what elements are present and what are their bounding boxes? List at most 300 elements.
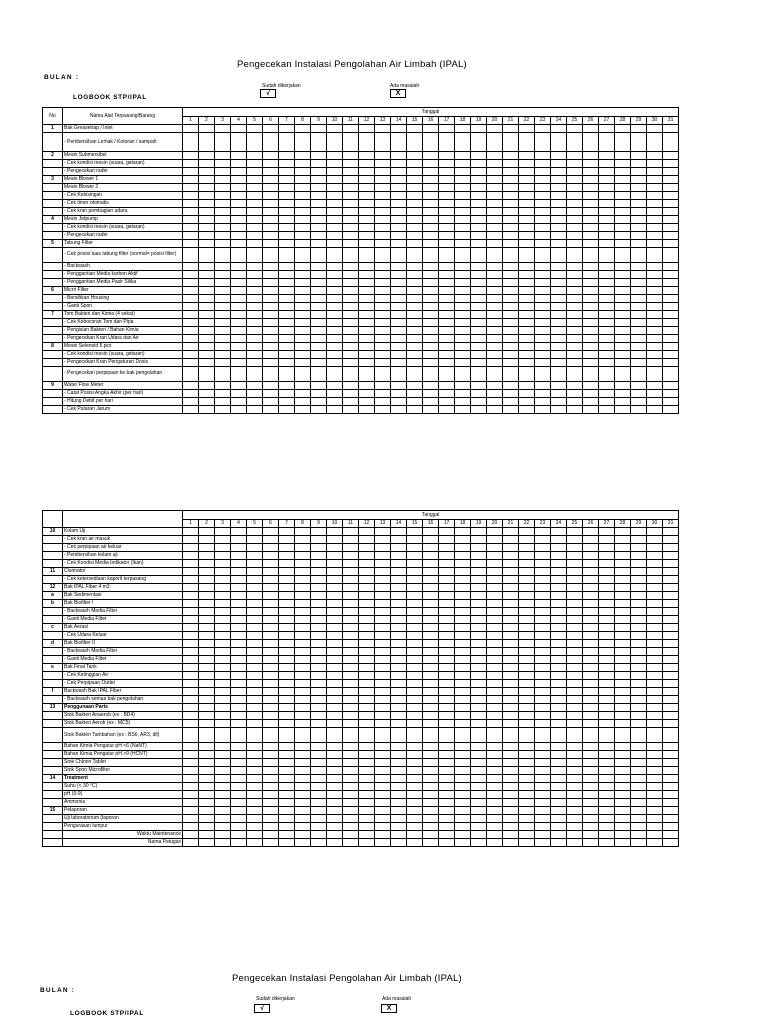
day-cell-17[interactable] <box>439 560 455 568</box>
day-cell-18[interactable] <box>455 648 471 656</box>
day-cell-10[interactable] <box>327 367 343 382</box>
day-cell-19[interactable] <box>471 184 487 192</box>
day-cell-23[interactable] <box>535 807 551 815</box>
day-cell-16[interactable] <box>423 791 439 799</box>
day-cell-1[interactable] <box>183 327 199 335</box>
day-cell-21[interactable] <box>503 624 519 632</box>
day-cell-27[interactable] <box>599 359 615 367</box>
day-cell-27[interactable] <box>599 640 615 648</box>
day-cell-17[interactable] <box>439 343 455 351</box>
day-cell-4[interactable] <box>231 831 247 839</box>
day-cell-12[interactable] <box>359 783 375 791</box>
day-cell-19[interactable] <box>471 240 487 248</box>
day-cell-17[interactable] <box>439 351 455 359</box>
day-cell-30[interactable] <box>647 648 663 656</box>
day-cell-31[interactable] <box>663 351 679 359</box>
day-cell-18[interactable] <box>455 125 471 133</box>
day-cell-20[interactable] <box>487 125 503 133</box>
day-cell-4[interactable] <box>231 287 247 295</box>
day-cell-21[interactable] <box>503 351 519 359</box>
day-cell-26[interactable] <box>583 584 599 592</box>
day-cell-15[interactable] <box>407 152 423 160</box>
day-cell-3[interactable] <box>215 608 231 616</box>
day-cell-7[interactable] <box>279 783 295 791</box>
day-cell-6[interactable] <box>263 839 279 847</box>
day-cell-30[interactable] <box>647 160 663 168</box>
day-cell-25[interactable] <box>567 831 583 839</box>
day-cell-10[interactable] <box>327 831 343 839</box>
day-cell-19[interactable] <box>471 688 487 696</box>
day-cell-18[interactable] <box>455 688 471 696</box>
day-cell-9[interactable] <box>311 263 327 271</box>
day-cell-23[interactable] <box>535 632 551 640</box>
day-cell-5[interactable] <box>247 232 263 240</box>
day-cell-24[interactable] <box>551 552 567 560</box>
day-cell-24[interactable] <box>551 648 567 656</box>
day-cell-22[interactable] <box>519 759 535 767</box>
day-cell-22[interactable] <box>519 775 535 783</box>
day-cell-17[interactable] <box>439 263 455 271</box>
day-cell-13[interactable] <box>375 390 391 398</box>
day-cell-12[interactable] <box>359 624 375 632</box>
day-cell-21[interactable] <box>503 783 519 791</box>
day-cell-16[interactable] <box>423 704 439 712</box>
day-cell-19[interactable] <box>471 248 487 263</box>
day-cell-26[interactable] <box>583 303 599 311</box>
day-cell-19[interactable] <box>471 359 487 367</box>
day-cell-31[interactable] <box>663 398 679 406</box>
day-cell-19[interactable] <box>471 568 487 576</box>
day-cell-7[interactable] <box>279 335 295 343</box>
day-cell-6[interactable] <box>263 728 279 743</box>
day-cell-21[interactable] <box>503 552 519 560</box>
day-cell-17[interactable] <box>439 295 455 303</box>
day-cell-9[interactable] <box>311 152 327 160</box>
day-cell-31[interactable] <box>663 712 679 720</box>
day-cell-10[interactable] <box>327 799 343 807</box>
day-cell-30[interactable] <box>647 592 663 600</box>
day-cell-10[interactable] <box>327 536 343 544</box>
day-cell-13[interactable] <box>375 783 391 791</box>
day-cell-2[interactable] <box>199 831 215 839</box>
day-cell-25[interactable] <box>567 783 583 791</box>
day-cell-11[interactable] <box>343 688 359 696</box>
day-cell-3[interactable] <box>215 536 231 544</box>
day-cell-18[interactable] <box>455 704 471 712</box>
day-cell-24[interactable] <box>551 751 567 759</box>
day-cell-8[interactable] <box>295 608 311 616</box>
day-cell-2[interactable] <box>199 664 215 672</box>
day-cell-22[interactable] <box>519 720 535 728</box>
day-cell-3[interactable] <box>215 319 231 327</box>
day-cell-31[interactable] <box>663 176 679 184</box>
day-cell-21[interactable] <box>503 303 519 311</box>
day-cell-11[interactable] <box>343 640 359 648</box>
day-cell-4[interactable] <box>231 335 247 343</box>
day-cell-13[interactable] <box>375 125 391 133</box>
day-cell-16[interactable] <box>423 568 439 576</box>
day-cell-1[interactable] <box>183 664 199 672</box>
day-cell-15[interactable] <box>407 311 423 319</box>
day-cell-7[interactable] <box>279 552 295 560</box>
day-cell-4[interactable] <box>231 125 247 133</box>
day-cell-22[interactable] <box>519 319 535 327</box>
day-cell-21[interactable] <box>503 176 519 184</box>
day-cell-16[interactable] <box>423 759 439 767</box>
day-cell-12[interactable] <box>359 632 375 640</box>
day-cell-23[interactable] <box>535 831 551 839</box>
day-cell-13[interactable] <box>375 327 391 335</box>
day-cell-29[interactable] <box>631 351 647 359</box>
day-cell-9[interactable] <box>311 343 327 351</box>
day-cell-16[interactable] <box>423 783 439 791</box>
day-cell-22[interactable] <box>519 608 535 616</box>
day-cell-8[interactable] <box>295 704 311 712</box>
day-cell-25[interactable] <box>567 359 583 367</box>
day-cell-15[interactable] <box>407 560 423 568</box>
day-cell-5[interactable] <box>247 600 263 608</box>
day-cell-28[interactable] <box>615 823 631 831</box>
day-cell-2[interactable] <box>199 656 215 664</box>
day-cell-6[interactable] <box>263 367 279 382</box>
day-cell-29[interactable] <box>631 831 647 839</box>
day-cell-24[interactable] <box>551 775 567 783</box>
day-cell-24[interactable] <box>551 133 567 152</box>
day-cell-20[interactable] <box>487 560 503 568</box>
day-cell-31[interactable] <box>663 584 679 592</box>
day-cell-26[interactable] <box>583 168 599 176</box>
day-cell-9[interactable] <box>311 319 327 327</box>
day-cell-15[interactable] <box>407 303 423 311</box>
day-cell-2[interactable] <box>199 528 215 536</box>
day-cell-27[interactable] <box>599 184 615 192</box>
day-cell-16[interactable] <box>423 552 439 560</box>
day-cell-25[interactable] <box>567 248 583 263</box>
day-cell-8[interactable] <box>295 216 311 224</box>
day-cell-31[interactable] <box>663 664 679 672</box>
day-cell-2[interactable] <box>199 152 215 160</box>
day-cell-13[interactable] <box>375 712 391 720</box>
day-cell-11[interactable] <box>343 382 359 390</box>
day-cell-17[interactable] <box>439 125 455 133</box>
day-cell-4[interactable] <box>231 799 247 807</box>
day-cell-11[interactable] <box>343 704 359 712</box>
day-cell-5[interactable] <box>247 295 263 303</box>
day-cell-21[interactable] <box>503 576 519 584</box>
day-cell-15[interactable] <box>407 271 423 279</box>
day-cell-8[interactable] <box>295 335 311 343</box>
day-cell-31[interactable] <box>663 160 679 168</box>
day-cell-20[interactable] <box>487 359 503 367</box>
day-cell-30[interactable] <box>647 319 663 327</box>
day-cell-27[interactable] <box>599 335 615 343</box>
day-cell-27[interactable] <box>599 263 615 271</box>
day-cell-10[interactable] <box>327 791 343 799</box>
day-cell-20[interactable] <box>487 287 503 295</box>
day-cell-26[interactable] <box>583 224 599 232</box>
day-cell-2[interactable] <box>199 359 215 367</box>
day-cell-5[interactable] <box>247 648 263 656</box>
day-cell-14[interactable] <box>391 759 407 767</box>
day-cell-18[interactable] <box>455 160 471 168</box>
day-cell-12[interactable] <box>359 831 375 839</box>
day-cell-20[interactable] <box>487 319 503 327</box>
day-cell-2[interactable] <box>199 791 215 799</box>
day-cell-11[interactable] <box>343 552 359 560</box>
day-cell-1[interactable] <box>183 536 199 544</box>
day-cell-26[interactable] <box>583 295 599 303</box>
day-cell-22[interactable] <box>519 224 535 232</box>
day-cell-11[interactable] <box>343 664 359 672</box>
day-cell-1[interactable] <box>183 584 199 592</box>
day-cell-16[interactable] <box>423 799 439 807</box>
day-cell-19[interactable] <box>471 791 487 799</box>
day-cell-31[interactable] <box>663 624 679 632</box>
day-cell-19[interactable] <box>471 584 487 592</box>
day-cell-8[interactable] <box>295 398 311 406</box>
day-cell-23[interactable] <box>535 200 551 208</box>
day-cell-23[interactable] <box>535 544 551 552</box>
day-cell-18[interactable] <box>455 728 471 743</box>
day-cell-9[interactable] <box>311 398 327 406</box>
day-cell-6[interactable] <box>263 160 279 168</box>
day-cell-10[interactable] <box>327 648 343 656</box>
day-cell-21[interactable] <box>503 544 519 552</box>
day-cell-11[interactable] <box>343 584 359 592</box>
day-cell-29[interactable] <box>631 552 647 560</box>
day-cell-27[interactable] <box>599 544 615 552</box>
day-cell-16[interactable] <box>423 664 439 672</box>
day-cell-19[interactable] <box>471 232 487 240</box>
day-cell-24[interactable] <box>551 664 567 672</box>
day-cell-16[interactable] <box>423 751 439 759</box>
day-cell-2[interactable] <box>199 815 215 823</box>
day-cell-19[interactable] <box>471 208 487 216</box>
day-cell-17[interactable] <box>439 382 455 390</box>
day-cell-19[interactable] <box>471 295 487 303</box>
day-cell-18[interactable] <box>455 390 471 398</box>
day-cell-21[interactable] <box>503 248 519 263</box>
day-cell-7[interactable] <box>279 576 295 584</box>
day-cell-27[interactable] <box>599 552 615 560</box>
day-cell-27[interactable] <box>599 672 615 680</box>
day-cell-10[interactable] <box>327 184 343 192</box>
day-cell-12[interactable] <box>359 240 375 248</box>
day-cell-15[interactable] <box>407 319 423 327</box>
day-cell-23[interactable] <box>535 839 551 847</box>
day-cell-3[interactable] <box>215 640 231 648</box>
day-cell-21[interactable] <box>503 359 519 367</box>
day-cell-6[interactable] <box>263 704 279 712</box>
day-cell-9[interactable] <box>311 767 327 775</box>
day-cell-19[interactable] <box>471 608 487 616</box>
day-cell-29[interactable] <box>631 319 647 327</box>
day-cell-3[interactable] <box>215 712 231 720</box>
day-cell-27[interactable] <box>599 584 615 592</box>
day-cell-20[interactable] <box>487 600 503 608</box>
day-cell-31[interactable] <box>663 263 679 271</box>
day-cell-19[interactable] <box>471 767 487 775</box>
day-cell-29[interactable] <box>631 712 647 720</box>
day-cell-1[interactable] <box>183 160 199 168</box>
day-cell-20[interactable] <box>487 184 503 192</box>
day-cell-14[interactable] <box>391 616 407 624</box>
day-cell-30[interactable] <box>647 799 663 807</box>
day-cell-14[interactable] <box>391 398 407 406</box>
day-cell-5[interactable] <box>247 200 263 208</box>
day-cell-29[interactable] <box>631 176 647 184</box>
day-cell-20[interactable] <box>487 728 503 743</box>
day-cell-18[interactable] <box>455 152 471 160</box>
day-cell-3[interactable] <box>215 133 231 152</box>
day-cell-3[interactable] <box>215 271 231 279</box>
day-cell-15[interactable] <box>407 751 423 759</box>
day-cell-3[interactable] <box>215 390 231 398</box>
day-cell-27[interactable] <box>599 208 615 216</box>
day-cell-16[interactable] <box>423 224 439 232</box>
day-cell-16[interactable] <box>423 287 439 295</box>
day-cell-25[interactable] <box>567 398 583 406</box>
day-cell-19[interactable] <box>471 382 487 390</box>
day-cell-26[interactable] <box>583 125 599 133</box>
day-cell-8[interactable] <box>295 232 311 240</box>
day-cell-20[interactable] <box>487 664 503 672</box>
day-cell-1[interactable] <box>183 640 199 648</box>
day-cell-22[interactable] <box>519 640 535 648</box>
day-cell-9[interactable] <box>311 807 327 815</box>
day-cell-9[interactable] <box>311 382 327 390</box>
day-cell-8[interactable] <box>295 133 311 152</box>
day-cell-19[interactable] <box>471 390 487 398</box>
day-cell-28[interactable] <box>615 680 631 688</box>
day-cell-8[interactable] <box>295 271 311 279</box>
day-cell-21[interactable] <box>503 831 519 839</box>
day-cell-17[interactable] <box>439 359 455 367</box>
day-cell-30[interactable] <box>647 743 663 751</box>
day-cell-17[interactable] <box>439 240 455 248</box>
day-cell-13[interactable] <box>375 133 391 152</box>
day-cell-21[interactable] <box>503 367 519 382</box>
day-cell-4[interactable] <box>231 680 247 688</box>
day-cell-7[interactable] <box>279 696 295 704</box>
day-cell-22[interactable] <box>519 335 535 343</box>
day-cell-21[interactable] <box>503 807 519 815</box>
day-cell-26[interactable] <box>583 672 599 680</box>
day-cell-11[interactable] <box>343 751 359 759</box>
day-cell-3[interactable] <box>215 125 231 133</box>
day-cell-3[interactable] <box>215 568 231 576</box>
day-cell-23[interactable] <box>535 192 551 200</box>
day-cell-16[interactable] <box>423 335 439 343</box>
day-cell-30[interactable] <box>647 263 663 271</box>
day-cell-22[interactable] <box>519 696 535 704</box>
day-cell-5[interactable] <box>247 672 263 680</box>
day-cell-27[interactable] <box>599 664 615 672</box>
day-cell-17[interactable] <box>439 720 455 728</box>
day-cell-3[interactable] <box>215 632 231 640</box>
day-cell-20[interactable] <box>487 335 503 343</box>
day-cell-24[interactable] <box>551 232 567 240</box>
day-cell-4[interactable] <box>231 168 247 176</box>
day-cell-12[interactable] <box>359 303 375 311</box>
day-cell-16[interactable] <box>423 200 439 208</box>
day-cell-4[interactable] <box>231 608 247 616</box>
day-cell-20[interactable] <box>487 208 503 216</box>
day-cell-13[interactable] <box>375 287 391 295</box>
day-cell-18[interactable] <box>455 240 471 248</box>
day-cell-5[interactable] <box>247 168 263 176</box>
day-cell-22[interactable] <box>519 672 535 680</box>
day-cell-25[interactable] <box>567 823 583 831</box>
day-cell-24[interactable] <box>551 295 567 303</box>
day-cell-29[interactable] <box>631 759 647 767</box>
day-cell-25[interactable] <box>567 263 583 271</box>
day-cell-16[interactable] <box>423 656 439 664</box>
day-cell-27[interactable] <box>599 303 615 311</box>
day-cell-16[interactable] <box>423 728 439 743</box>
day-cell-8[interactable] <box>295 648 311 656</box>
day-cell-13[interactable] <box>375 775 391 783</box>
day-cell-10[interactable] <box>327 608 343 616</box>
day-cell-13[interactable] <box>375 791 391 799</box>
day-cell-29[interactable] <box>631 624 647 632</box>
day-cell-28[interactable] <box>615 632 631 640</box>
day-cell-21[interactable] <box>503 656 519 664</box>
day-cell-30[interactable] <box>647 295 663 303</box>
day-cell-13[interactable] <box>375 184 391 192</box>
day-cell-18[interactable] <box>455 568 471 576</box>
day-cell-30[interactable] <box>647 767 663 775</box>
day-cell-10[interactable] <box>327 406 343 414</box>
day-cell-4[interactable] <box>231 823 247 831</box>
day-cell-19[interactable] <box>471 576 487 584</box>
day-cell-12[interactable] <box>359 712 375 720</box>
day-cell-23[interactable] <box>535 767 551 775</box>
day-cell-12[interactable] <box>359 528 375 536</box>
day-cell-23[interactable] <box>535 263 551 271</box>
day-cell-20[interactable] <box>487 133 503 152</box>
day-cell-31[interactable] <box>663 799 679 807</box>
day-cell-28[interactable] <box>615 672 631 680</box>
day-cell-20[interactable] <box>487 216 503 224</box>
day-cell-25[interactable] <box>567 656 583 664</box>
day-cell-13[interactable] <box>375 248 391 263</box>
day-cell-27[interactable] <box>599 287 615 295</box>
day-cell-29[interactable] <box>631 600 647 608</box>
day-cell-1[interactable] <box>183 688 199 696</box>
day-cell-1[interactable] <box>183 303 199 311</box>
day-cell-20[interactable] <box>487 303 503 311</box>
day-cell-15[interactable] <box>407 807 423 815</box>
day-cell-10[interactable] <box>327 295 343 303</box>
day-cell-23[interactable] <box>535 576 551 584</box>
day-cell-29[interactable] <box>631 656 647 664</box>
day-cell-26[interactable] <box>583 263 599 271</box>
day-cell-10[interactable] <box>327 152 343 160</box>
day-cell-10[interactable] <box>327 168 343 176</box>
day-cell-29[interactable] <box>631 224 647 232</box>
day-cell-12[interactable] <box>359 160 375 168</box>
day-cell-30[interactable] <box>647 271 663 279</box>
day-cell-9[interactable] <box>311 125 327 133</box>
day-cell-19[interactable] <box>471 552 487 560</box>
day-cell-20[interactable] <box>487 248 503 263</box>
day-cell-7[interactable] <box>279 759 295 767</box>
day-cell-29[interactable] <box>631 544 647 552</box>
day-cell-7[interactable] <box>279 160 295 168</box>
day-cell-24[interactable] <box>551 160 567 168</box>
day-cell-28[interactable] <box>615 279 631 287</box>
